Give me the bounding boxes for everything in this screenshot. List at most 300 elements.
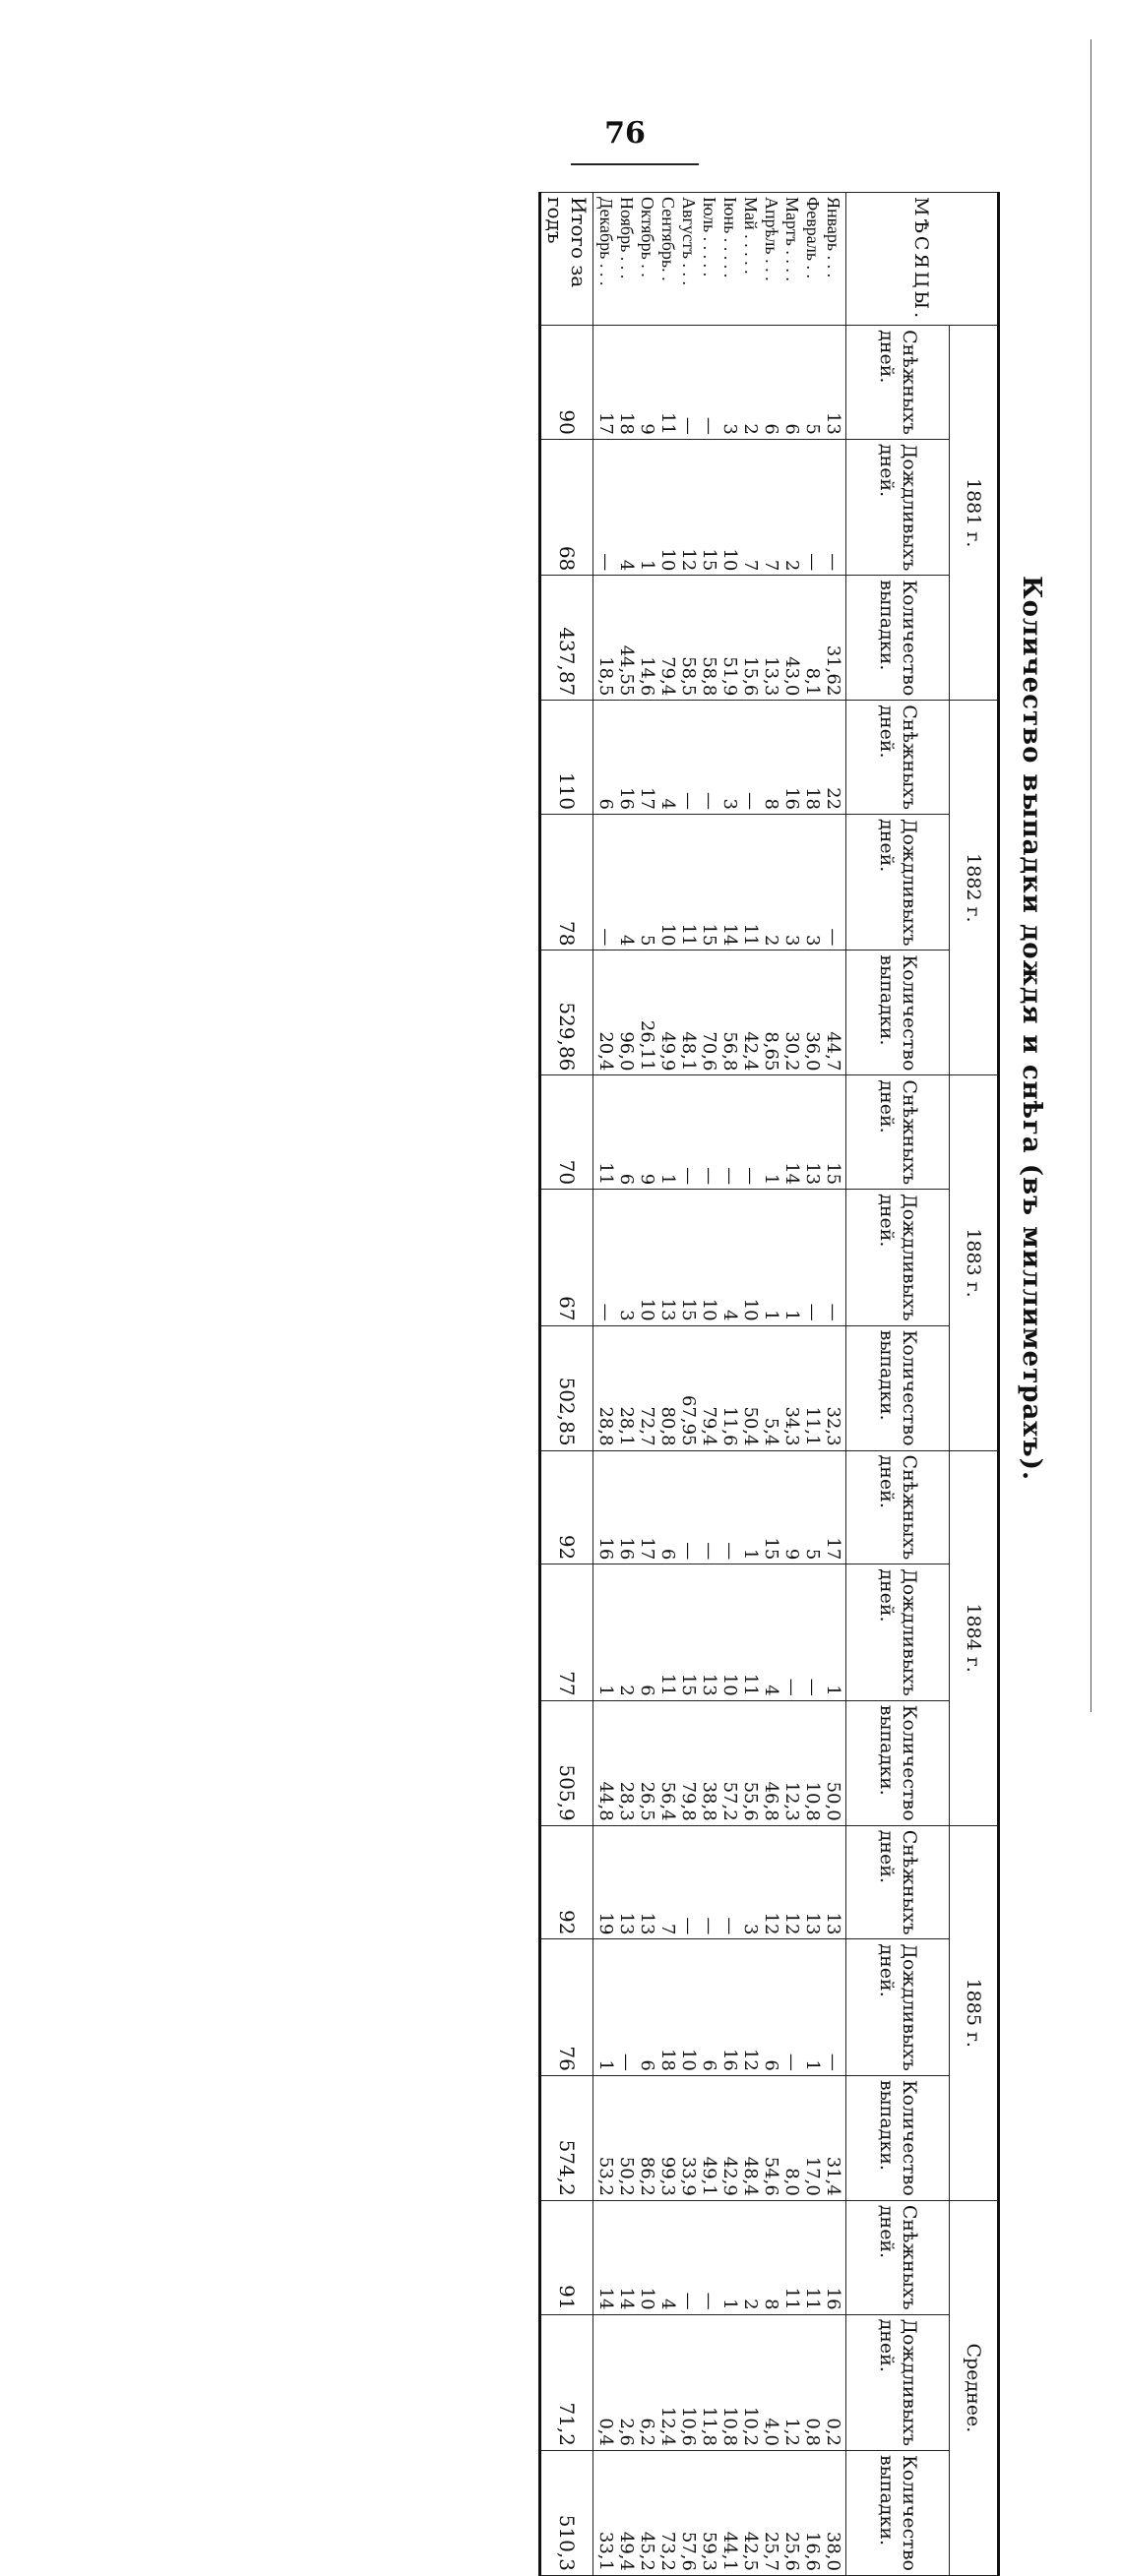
month-label: Декабрь . . . <box>596 197 616 286</box>
value-cell: 1 <box>637 559 657 572</box>
value-cell: 16,6 <box>802 2531 823 2571</box>
page-number-rule <box>571 163 699 165</box>
value-cell: 73,2 <box>657 2531 678 2571</box>
month-label: Ноябрь . . . <box>617 197 637 279</box>
value-cell: — <box>678 2292 699 2310</box>
value-cell: 6 <box>699 2059 719 2071</box>
subcolumn-header: Количество выпадки. <box>846 2075 950 2200</box>
value-cell: — <box>678 416 699 435</box>
year-header: 1884 г. <box>950 1450 999 1825</box>
value-cell: 2 <box>740 2299 761 2310</box>
value-cell: 14 <box>781 1162 802 1186</box>
value-cell: 4 <box>719 1310 740 1321</box>
value-cell: 10,6 <box>678 2406 699 2446</box>
value-column <box>593 1700 846 1825</box>
value-cell: 1 <box>761 1173 781 1186</box>
value-cell: 49,1 <box>699 2156 719 2196</box>
value-cell: 19 <box>595 1912 616 1935</box>
value-cell: 15 <box>678 1298 699 1321</box>
value-cell: 48,1 <box>678 1031 699 1072</box>
value-cell: 25,7 <box>761 2531 781 2571</box>
value-cell: — <box>740 1167 761 1186</box>
total-cell: 529,86 <box>540 951 593 1075</box>
total-cell: 70 <box>540 1075 593 1190</box>
value-cell: 11 <box>740 1673 761 1696</box>
value-column <box>593 815 846 951</box>
value-cell: 2 <box>740 423 761 435</box>
value-cell: 80,8 <box>657 1406 678 1446</box>
value-cell: 3 <box>719 798 740 810</box>
table-title: Количество выпадки дождя и снѣга (въ миллиметрахъ). <box>1017 575 1046 1482</box>
value-cell: 12,4 <box>657 2406 678 2446</box>
value-cell: 32,3 <box>823 1406 843 1446</box>
subcolumn-header: Дождливыхъ дней. <box>846 439 950 575</box>
year-header: 1882 г. <box>950 701 999 1075</box>
value-cell: 7 <box>740 559 761 572</box>
value-cell: 12 <box>761 1912 781 1935</box>
value-cell: 0,8 <box>802 2418 823 2446</box>
value-cell: 10 <box>657 923 678 947</box>
value-column <box>593 2075 846 2200</box>
value-cell: 44,55 <box>616 644 637 697</box>
value-cell: 16 <box>616 1537 637 1561</box>
value-cell: 16 <box>823 2287 843 2310</box>
value-cell: 6 <box>637 1685 657 1696</box>
value-cell: 14 <box>616 2287 637 2310</box>
value-column <box>593 326 846 440</box>
value-cell: 31,62 <box>823 644 843 697</box>
value-cell: 17 <box>637 1537 657 1561</box>
value-cell: 34,3 <box>781 1406 802 1446</box>
value-cell: 9 <box>637 423 657 435</box>
value-cell: 17,0 <box>802 2156 823 2196</box>
subcolumn-header: Дождливыхъ дней. <box>846 1190 950 1325</box>
value-cell: 53,2 <box>595 2156 616 2196</box>
value-cell: 11 <box>740 923 761 947</box>
value-cell: — <box>678 792 699 810</box>
value-cell: 4,0 <box>761 2418 781 2446</box>
value-cell: 42,5 <box>740 2531 761 2571</box>
subheader-row <box>846 193 950 2576</box>
value-cell: 43,0 <box>781 656 802 697</box>
value-cell: 18,5 <box>595 656 616 697</box>
value-cell: 2,6 <box>616 2418 637 2446</box>
month-label: Сентябрь. . <box>658 197 678 281</box>
value-cell: 13 <box>823 411 843 435</box>
value-cell: 3 <box>781 934 802 947</box>
value-cell: 50,2 <box>616 2156 637 2196</box>
value-cell: — <box>781 2053 802 2071</box>
value-column <box>593 2450 846 2575</box>
month-label: Мартъ . . . . <box>782 197 802 281</box>
value-cell: 58,5 <box>678 656 699 697</box>
value-cell: — <box>719 1167 740 1186</box>
subcolumn-header: Снѣжныхъ дней. <box>846 2200 950 2314</box>
value-cell: 4 <box>616 934 637 947</box>
value-cell: 17 <box>595 411 616 435</box>
value-cell: 10,8 <box>802 1781 823 1821</box>
value-cell: — <box>595 928 616 947</box>
total-cell: 68 <box>540 439 593 575</box>
month-label: Октябрь . . <box>638 197 657 277</box>
value-column <box>593 1190 846 1325</box>
value-cell: 33,9 <box>678 2156 699 2196</box>
value-column <box>593 1075 846 1190</box>
value-cell: — <box>740 792 761 810</box>
total-cell: 437,87 <box>540 576 593 701</box>
value-cell: 72,7 <box>637 1406 657 1446</box>
value-cell: 28,8 <box>595 1406 616 1446</box>
value-cell: 28,1 <box>616 1406 637 1446</box>
value-cell: 15 <box>699 923 719 947</box>
value-cell: 79,8 <box>678 1781 699 1821</box>
month-label: Августъ . . . <box>679 197 699 286</box>
value-cell: 10 <box>637 2287 657 2310</box>
value-cell: 5 <box>802 423 823 435</box>
value-cell: 1 <box>719 2299 740 2310</box>
value-cell: 26,5 <box>637 1781 657 1821</box>
precipitation-table <box>538 192 1000 2576</box>
value-cell: 49,9 <box>657 1031 678 1072</box>
value-cell: 4 <box>657 2299 678 2310</box>
total-cell: 76 <box>540 1939 593 2075</box>
subcolumn-header: Дождливыхъ дней. <box>846 2314 950 2450</box>
subcolumn-header: Дождливыхъ дней. <box>846 1939 950 2075</box>
value-cell: 42,9 <box>719 2156 740 2196</box>
value-cell: 13 <box>637 1912 657 1935</box>
value-cell: 44,1 <box>719 2531 740 2571</box>
value-cell: 55,6 <box>740 1781 761 1821</box>
value-cell: 10 <box>657 548 678 572</box>
value-cell: 3 <box>616 1310 637 1321</box>
value-cell: 58,8 <box>699 656 719 697</box>
value-cell: 56,8 <box>719 1031 740 1072</box>
value-cell: 44,8 <box>595 1781 616 1821</box>
total-cell: 574,2 <box>540 2075 593 2200</box>
value-cell: 70,6 <box>699 1031 719 1072</box>
value-cell: 6 <box>616 1173 637 1186</box>
value-cell: 6 <box>761 423 781 435</box>
value-cell: 7 <box>657 1923 678 1935</box>
value-cell: — <box>823 553 843 572</box>
value-cell: — <box>678 1167 699 1186</box>
subcolumn-header: Дождливыхъ дней. <box>846 815 950 951</box>
subcolumn-header: Снѣжныхъ дней. <box>846 1450 950 1564</box>
year-header: 1885 г. <box>950 1825 999 2200</box>
subcolumn-header: Количество выпадки. <box>846 951 950 1075</box>
total-cell: 67 <box>540 1190 593 1325</box>
year-header: 1881 г. <box>950 326 999 701</box>
value-column <box>593 1325 846 1450</box>
value-cell: — <box>616 2053 637 2071</box>
value-cell: 3 <box>740 1923 761 1935</box>
value-cell: 12,3 <box>781 1781 802 1821</box>
value-cell: 4 <box>657 798 678 810</box>
year-header-row <box>950 193 999 2576</box>
value-cell: 13 <box>699 1673 719 1696</box>
month-label: Іюнь . . . . . <box>720 197 740 278</box>
value-cell: 1 <box>595 2059 616 2071</box>
value-cell: — <box>802 1303 823 1321</box>
value-cell: — <box>802 1678 823 1696</box>
value-column <box>593 1825 846 1939</box>
subcolumn-header: Снѣжныхъ дней. <box>846 326 950 440</box>
value-cell: — <box>781 1678 802 1696</box>
total-cell: 77 <box>540 1564 593 1700</box>
value-cell: 11,1 <box>802 1406 823 1446</box>
value-cell: 8,1 <box>802 667 823 697</box>
value-cell: 6,2 <box>637 2418 657 2446</box>
value-cell: — <box>678 1542 699 1561</box>
value-cell: 13 <box>802 1912 823 1935</box>
month-label: Іюль . . . . . <box>700 197 719 277</box>
value-cell: 54,6 <box>761 2156 781 2196</box>
value-cell: 17 <box>823 1537 843 1561</box>
value-cell: 38,8 <box>699 1781 719 1821</box>
value-cell: 11 <box>595 1162 616 1186</box>
value-cell: 1 <box>595 1685 616 1696</box>
value-cell: 16 <box>719 2048 740 2071</box>
value-cell: 11 <box>678 923 699 947</box>
total-cell: 71,2 <box>540 2314 593 2450</box>
value-cell: 4 <box>761 1685 781 1696</box>
total-label: Итого за годъ <box>540 193 593 326</box>
value-cell: 1 <box>802 2059 823 2071</box>
value-cell: — <box>823 928 843 947</box>
value-cell: 96,0 <box>616 1031 637 1072</box>
value-cell: 9 <box>637 1173 657 1186</box>
value-cell: 0,2 <box>823 2418 843 2446</box>
value-cell: 10,2 <box>740 2406 761 2446</box>
value-column <box>593 2314 846 2450</box>
value-cell: 6 <box>781 423 802 435</box>
value-cell: 36,0 <box>802 1031 823 1072</box>
value-cell: — <box>595 1303 616 1321</box>
value-cell: 22 <box>823 787 843 810</box>
value-cell: 6 <box>657 1548 678 1561</box>
value-column <box>593 1939 846 2075</box>
value-cell: 16 <box>595 1537 616 1561</box>
total-row <box>540 193 593 2576</box>
value-cell: 45,2 <box>637 2531 657 2571</box>
value-cell: 38,0 <box>823 2531 843 2571</box>
value-cell: 13 <box>823 1912 843 1935</box>
value-cell: 6 <box>595 798 616 810</box>
months-cell <box>593 193 846 326</box>
value-cell: 10 <box>678 2048 699 2071</box>
value-cell: 50,0 <box>823 1781 843 1821</box>
value-cell: — <box>699 416 719 435</box>
value-cell: 79,4 <box>699 1406 719 1446</box>
value-cell: 1,2 <box>781 2418 802 2446</box>
value-cell: 15 <box>823 1162 843 1186</box>
value-cell: 86,2 <box>637 2156 657 2196</box>
value-cell: 1 <box>761 1310 781 1321</box>
value-cell: 30,2 <box>781 1031 802 1072</box>
value-cell: 48,4 <box>740 2156 761 2196</box>
value-column <box>593 439 846 575</box>
value-cell: 3 <box>719 423 740 435</box>
value-cell: — <box>699 1917 719 1935</box>
value-cell: 13 <box>802 1162 823 1186</box>
value-cell: 1 <box>740 1548 761 1561</box>
value-cell: 56,4 <box>657 1781 678 1821</box>
value-cell: — <box>719 1542 740 1561</box>
value-cell: 2 <box>781 559 802 572</box>
rotated-table-block <box>276 192 1063 2571</box>
value-cell: — <box>699 1542 719 1561</box>
value-cell: 15 <box>699 548 719 572</box>
value-cell: 11 <box>657 411 678 435</box>
value-cell: 6 <box>761 2059 781 2071</box>
value-cell: — <box>823 2053 843 2071</box>
subcolumn-header: Количество выпадки. <box>846 576 950 701</box>
total-cell: 78 <box>540 815 593 951</box>
value-cell: 11,8 <box>699 2406 719 2446</box>
subcolumn-header: Количество выпадки. <box>846 1325 950 1450</box>
value-cell: 59,3 <box>699 2531 719 2571</box>
value-cell: 42,4 <box>740 1031 761 1072</box>
subcolumn-header: Снѣжныхъ дней. <box>846 701 950 815</box>
value-cell: 1 <box>657 1173 678 1186</box>
value-cell: 11,6 <box>719 1406 740 1446</box>
total-cell: 502,85 <box>540 1325 593 1450</box>
value-cell: 4 <box>616 559 637 572</box>
value-column <box>593 576 846 701</box>
value-cell: 14,6 <box>637 656 657 697</box>
subcolumn-header: Дождливыхъ дней. <box>846 1564 950 1700</box>
value-cell: 14 <box>595 2287 616 2310</box>
value-cell: 14 <box>719 923 740 947</box>
value-cell: — <box>595 553 616 572</box>
month-label: Февраль . . <box>803 197 823 279</box>
subcolumn-header: Количество выпадки. <box>846 1700 950 1825</box>
value-cell: — <box>699 792 719 810</box>
value-cell: 25,6 <box>781 2531 802 2571</box>
value-cell: 2 <box>761 934 781 947</box>
value-cell: 57,6 <box>678 2531 699 2571</box>
value-cell: 31,4 <box>823 2156 843 2196</box>
value-cell: 99,3 <box>657 2156 678 2196</box>
month-label: Апрѣль . . . <box>762 197 781 281</box>
value-cell: — <box>699 1167 719 1186</box>
value-cell: 8,65 <box>761 1031 781 1072</box>
value-cell: 12 <box>678 548 699 572</box>
value-column <box>593 2200 846 2314</box>
value-cell: — <box>802 553 823 572</box>
value-cell: 18 <box>616 411 637 435</box>
value-cell: 10 <box>637 1298 657 1321</box>
value-cell: 57,2 <box>719 1781 740 1821</box>
data-row <box>593 193 846 2576</box>
value-cell: 13 <box>616 1912 637 1935</box>
value-cell: 11 <box>802 2287 823 2310</box>
value-cell: 51,9 <box>719 656 740 697</box>
value-cell: — <box>699 2292 719 2310</box>
subcolumn-header: Снѣжныхъ дней. <box>846 1075 950 1190</box>
page-number: 76 <box>604 116 646 151</box>
value-cell: 26,11 <box>637 1019 657 1072</box>
value-cell: 3 <box>802 934 823 947</box>
value-cell: 33,1 <box>595 2531 616 2571</box>
value-cell: 15 <box>761 1537 781 1561</box>
value-cell: 17 <box>637 787 657 810</box>
value-cell: 79,4 <box>657 656 678 697</box>
total-cell: 92 <box>540 1825 593 1939</box>
value-column <box>593 1564 846 1700</box>
value-cell: 10 <box>699 1298 719 1321</box>
year-header: 1883 г. <box>950 1075 999 1450</box>
value-cell: 10 <box>740 1298 761 1321</box>
total-cell: 110 <box>540 701 593 815</box>
value-cell: 16 <box>616 787 637 810</box>
value-cell: 2 <box>616 1685 637 1696</box>
value-cell: 5,4 <box>761 1417 781 1446</box>
value-cell: 8 <box>761 798 781 810</box>
value-cell: 13,3 <box>761 656 781 697</box>
value-cell: 67,95 <box>678 1395 699 1446</box>
value-cell: 15,6 <box>740 656 761 697</box>
value-cell: — <box>719 1917 740 1935</box>
value-cell: 10,8 <box>719 2406 740 2446</box>
value-cell: 13 <box>657 1298 678 1321</box>
value-cell: 16 <box>781 787 802 810</box>
value-column <box>593 1450 846 1564</box>
value-cell: 18 <box>657 2048 678 2071</box>
value-cell: 0,4 <box>595 2418 616 2446</box>
value-cell: 20,4 <box>595 1031 616 1072</box>
subcolumn-header: Снѣжныхъ дней. <box>846 1825 950 1939</box>
value-cell: 11 <box>781 2287 802 2310</box>
value-cell: 10 <box>719 548 740 572</box>
months-header: МѢСЯЦЫ. <box>846 193 999 326</box>
value-cell: 49,4 <box>616 2531 637 2571</box>
value-cell: — <box>823 1303 843 1321</box>
month-label: Январь . . . <box>824 197 843 278</box>
value-cell: 12 <box>781 1912 802 1935</box>
value-cell: 10 <box>719 1673 740 1696</box>
value-cell: 5 <box>802 1548 823 1561</box>
total-cell: 92 <box>540 1450 593 1564</box>
value-cell: 44,7 <box>823 1031 843 1072</box>
value-cell: 50,4 <box>740 1406 761 1446</box>
value-cell: 18 <box>802 787 823 810</box>
value-cell: 1 <box>823 1685 843 1696</box>
value-cell: — <box>678 1917 699 1935</box>
subcolumn-header: Количество выпадки. <box>846 2450 950 2575</box>
value-column <box>593 951 846 1075</box>
total-cell: 90 <box>540 326 593 440</box>
total-cell: 510,3 <box>540 2450 593 2575</box>
value-cell: 5 <box>637 934 657 947</box>
value-cell: 1 <box>781 1310 802 1321</box>
value-cell: 6 <box>637 2059 657 2071</box>
value-cell: 7 <box>761 559 781 572</box>
total-cell: 91 <box>540 2200 593 2314</box>
total-cell: 505,9 <box>540 1700 593 1825</box>
value-cell: 46,8 <box>761 1781 781 1821</box>
value-cell: 8,0 <box>781 2168 802 2196</box>
value-cell: 8 <box>761 2299 781 2310</box>
value-column <box>593 701 846 815</box>
year-header: Среднее. <box>950 2200 999 2575</box>
value-cell: 28,3 <box>616 1781 637 1821</box>
value-cell: 15 <box>678 1673 699 1696</box>
month-label: Май . . . . . <box>741 197 761 275</box>
value-cell: 9 <box>781 1548 802 1561</box>
value-cell: 11 <box>657 1673 678 1696</box>
value-cell: 12 <box>740 2048 761 2071</box>
